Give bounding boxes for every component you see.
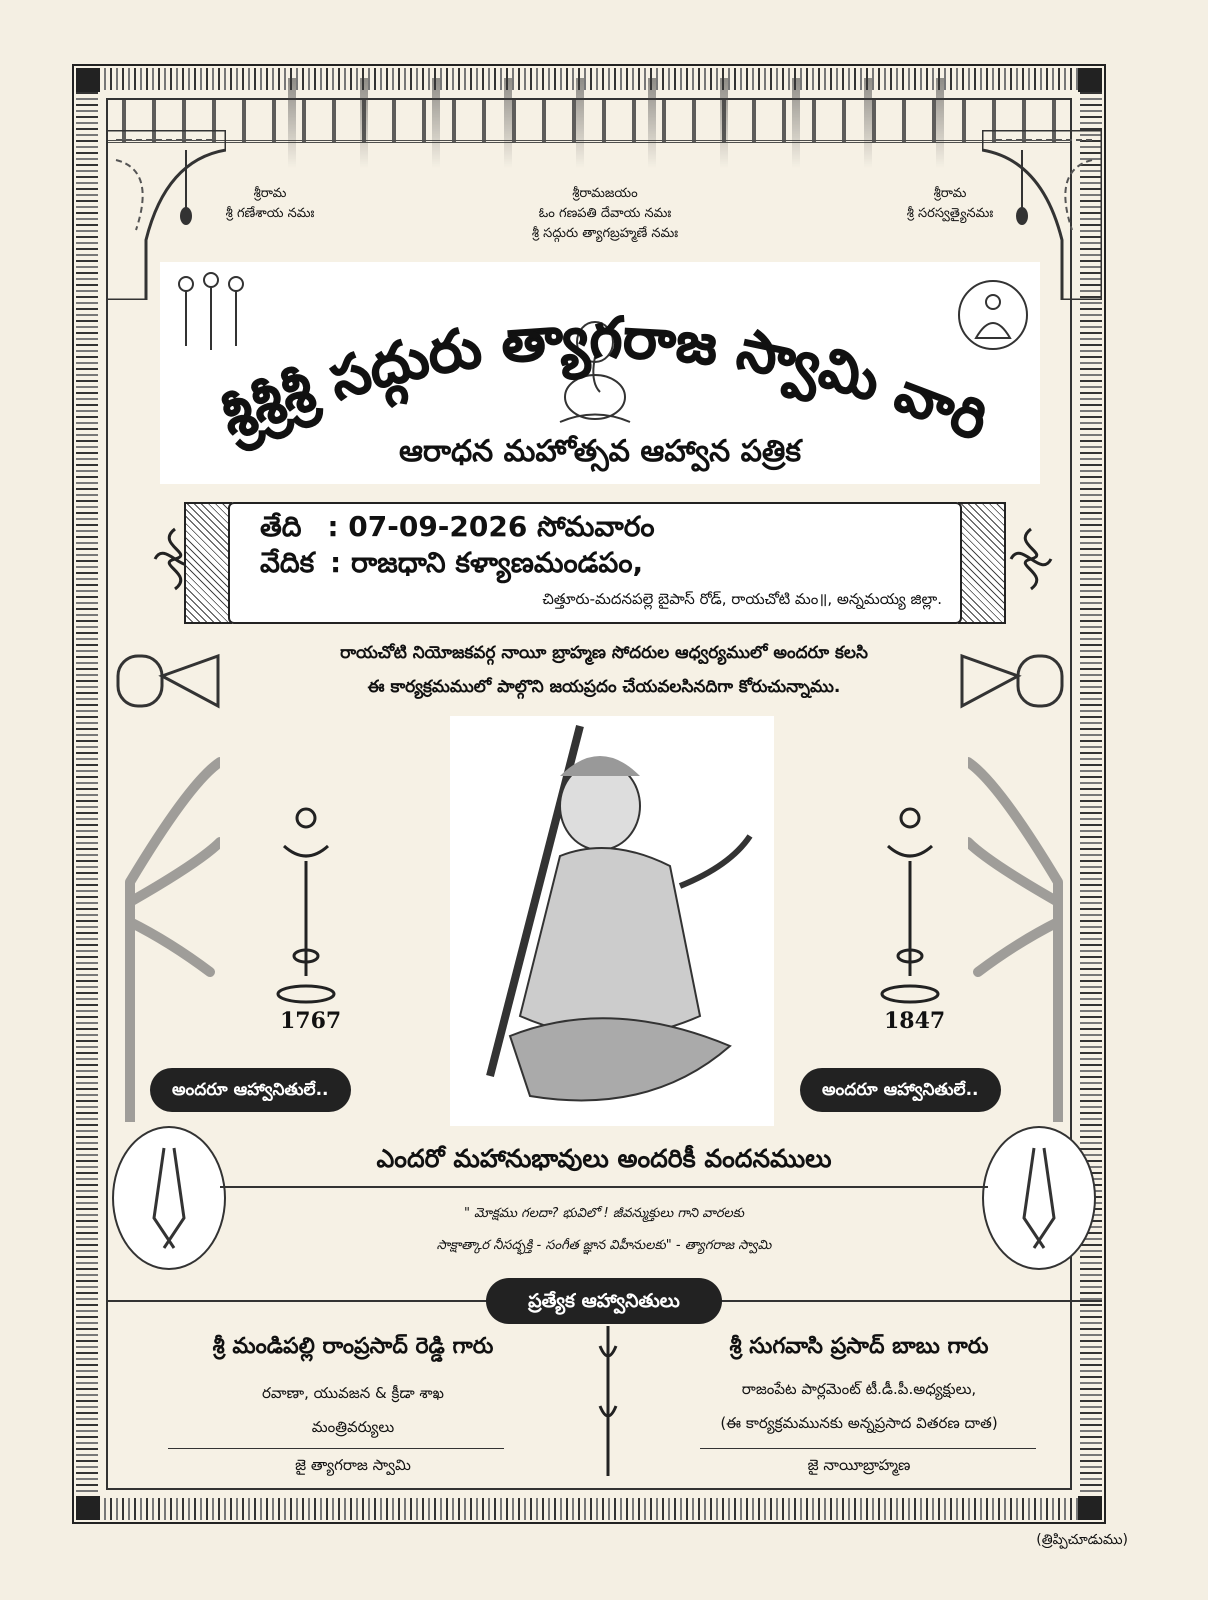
place-label: వేదిక xyxy=(260,546,315,579)
tyagaraja-portrait-image xyxy=(450,716,774,1126)
invite-line: ఈ కార్యక్రమములో పాల్గొని జయప్రదం చేయవలసినదిగా కోరుచున్నాము. xyxy=(367,677,841,697)
invitation-message xyxy=(0,636,1208,704)
banana-plant-right xyxy=(968,742,1078,1122)
corner-ornament xyxy=(76,1496,100,1520)
date-label: తేది xyxy=(260,510,302,543)
invocation-line: శ్రీ సద్గురు త్యాగబ్రహ్మణే నమః xyxy=(531,226,679,241)
right-border-band xyxy=(1080,90,1102,1498)
invocation-line: శ్రీ సరస్వత్యైనమః xyxy=(906,206,994,221)
welcome-pill-right: అందరూ ఆహ్వానితులే.. xyxy=(800,1068,1001,1112)
left-border-band xyxy=(76,90,98,1498)
quote-line: " మోక్షము గలదా? భువిలో ! జీవన్ముక్తులు గాని వారలకు xyxy=(463,1206,745,1221)
ornamental-divider xyxy=(596,1326,620,1476)
signature-line xyxy=(700,1448,1036,1449)
place-line xyxy=(260,546,643,586)
signature-line xyxy=(168,1448,504,1449)
venue-box xyxy=(228,502,962,624)
banana-plant-left xyxy=(110,742,220,1122)
tyagaraja-portrait xyxy=(450,716,774,1126)
title-panel xyxy=(160,262,1040,484)
top-right-invocation xyxy=(880,184,1020,224)
date-line xyxy=(260,510,655,550)
guest-signoff: జై త్యాగరాజ స్వామి xyxy=(295,1456,411,1474)
guest-designation: రవాణా, యువజన & క్రీడా శాఖ xyxy=(262,1384,444,1402)
special-invitees-heading: ప్రత్యేక ఆహ్వానితులు xyxy=(486,1278,722,1324)
date-value: : 07-09-2026 సోమవారం xyxy=(327,510,655,543)
venue-hatch-left xyxy=(184,502,232,624)
top-left-invocation xyxy=(205,184,335,224)
corner-ornament xyxy=(1078,68,1102,92)
top-center-invocation xyxy=(440,184,770,244)
guest-signoff: జై నాయీబ్రాహ్మణ xyxy=(807,1456,911,1474)
invocation-line: ఓం గణపతి దేవాయ నమః xyxy=(538,206,672,221)
venue-hatch-right xyxy=(958,502,1006,624)
corner-ornament xyxy=(1078,1496,1102,1520)
invocation-line: శ్రీరామ xyxy=(253,186,287,201)
bottom-border-band xyxy=(98,1498,1080,1520)
venue-address: చిత్తూరు-మదనపల్లె బైపాస్ రోడ్, రాయచోటి మం॥, అన్నమయ్య జిల్లా. xyxy=(542,590,942,608)
oil-lamp-icon xyxy=(276,806,336,1006)
subtitle: ఆరాధన మహోత్సవ ఆహ్వాన పత్రిక xyxy=(398,434,802,469)
invocation-line: శ్రీరామ xyxy=(933,186,967,201)
invocation-line: శ్రీరామజయం xyxy=(572,186,638,201)
knot-ornament-right xyxy=(1006,524,1056,594)
divider-line xyxy=(220,1186,988,1188)
corner-ornament xyxy=(76,68,100,92)
invocation-line: శ్రీ గణేశాయ నమః xyxy=(225,206,315,221)
turn-over-note: (త్రిప్పిచూడుము) xyxy=(1036,1532,1128,1548)
invite-line: రాయచోటి నియోజకవర్గ నాయీ బ్రాహ్మణ సోదరుల ఆధ్వర్యములో అందరూ కలసి xyxy=(340,643,868,663)
oil-lamp-icon xyxy=(880,806,940,1006)
welcome-pill-left: అందరూ ఆహ్వానితులే.. xyxy=(150,1068,351,1112)
birth-year: 1767 xyxy=(280,1008,342,1034)
guest-name: శ్రీ మండిపల్లి రాంప్రసాద్ రెడ్డి గారు xyxy=(212,1334,494,1359)
quote-line: సాక్షాత్కార నీసద్భక్తి - సంగీత జ్ఞాన విహీనులకు" - త్యాగరాజ స్వామి xyxy=(436,1238,772,1253)
guest-name: శ్రీ సుగవాసి ప్రసాద్ బాబు గారు xyxy=(729,1334,989,1359)
endaro-heading: ఎందరో మహానుభావులు అందరికీ వందనములు xyxy=(376,1144,832,1173)
garland-ornament xyxy=(250,78,950,168)
death-year: 1847 xyxy=(884,1008,946,1034)
guest-designation: (ఈ కార్యక్రమమునకు అన్నప్రసాద వితరణ దాత) xyxy=(720,1414,998,1432)
place-value: : రాజధాని కళ్యాణమండపం, xyxy=(330,546,644,579)
guest-designation: మంత్రివర్యులు xyxy=(311,1418,395,1436)
guest-designation: రాజంపేట పార్లమెంట్ టీ.డీ.పీ.అధ్యక్షులు, xyxy=(741,1380,977,1398)
main-title: శ్రీశ్రీశ్రీ సద్గురు త్యాగరాజ స్వామి వారి xyxy=(212,305,998,455)
